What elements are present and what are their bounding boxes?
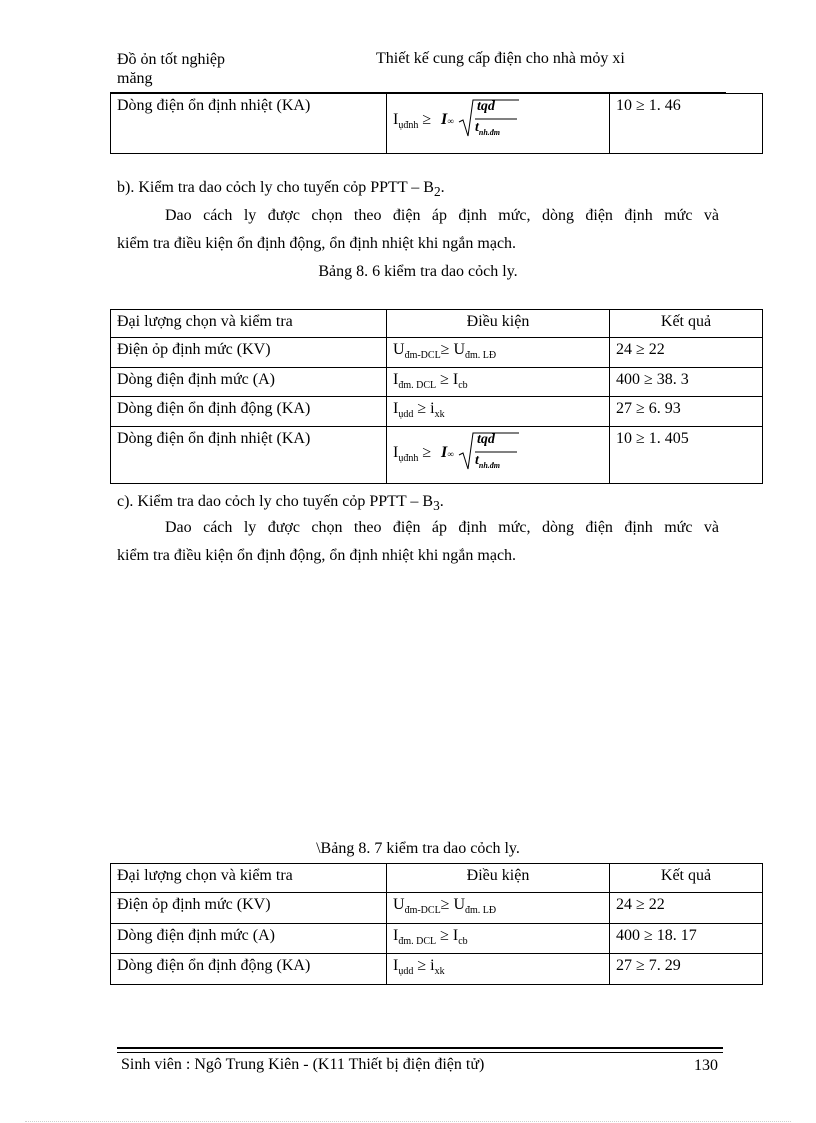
- thermal-stability-formula: $I_{ụđnh}$ ≥ I∞ tqd $t_{nh.đm}$: [393, 429, 533, 473]
- cell-label: Dòng điện ổn định động (KA): [111, 397, 387, 427]
- section-c-heading: c). Kiểm tra dao cỏch ly cho tuyến cỏp PPTT – $B_3$.: [117, 493, 444, 514]
- header-left-line2: măng: [117, 70, 153, 87]
- thermal-stability-formula: $I_{ụđnh}$ ≥ I∞ tqd $t_{nh.đm}$: [393, 96, 533, 140]
- header-project-title: [117, 50, 225, 88]
- cell-result: 24 ≥ 22: [610, 338, 763, 368]
- footer-divider-thick: [117, 1047, 723, 1049]
- table-row: [111, 954, 763, 985]
- cell-condition: $I_{đm. DCL} \ge I_{cb}$: [387, 368, 610, 397]
- section-b-paragraph-line1: Dao cách ly được chọn theo điện áp định mức, dòng điện định mức và: [165, 207, 719, 224]
- header-cell-quantity: Đại lượng chọn và kiểm tra: [111, 310, 387, 338]
- cell-label: Dòng điện ổn định động (KA): [111, 954, 387, 985]
- cell-condition: [387, 427, 610, 484]
- table-header-row: [111, 310, 763, 338]
- table-87-caption: \Bảng 8. 7 kiểm tra dao cỏch ly.: [316, 840, 520, 857]
- table-row: [111, 924, 763, 954]
- cell-label: Dòng điện ổn định nhiệt (KA): [111, 94, 387, 154]
- page-number: 130: [694, 1057, 718, 1074]
- cell-condition: [387, 94, 610, 154]
- cell-result: 400 ≥ 38. 3: [610, 368, 763, 397]
- cell-result: 400 ≥ 18. 17: [610, 924, 763, 954]
- cell-result: 10 ≥ 1. 46: [610, 94, 763, 154]
- header-cell-quantity: Đại lượng chọn và kiểm tra: [111, 864, 387, 893]
- table-row: [111, 338, 763, 368]
- cell-condition: $U_{đm-DCL}\ge U_{đm. LĐ}$: [387, 893, 610, 924]
- table-continued: [110, 93, 763, 154]
- table-row: [111, 893, 763, 924]
- header-left-line1: Đồ ỏn tốt nghiệp: [117, 51, 225, 68]
- cell-label: Dòng điện ổn định nhiệt (KA): [111, 427, 387, 484]
- table-row: [111, 427, 763, 484]
- footer-divider-thin: [117, 1052, 723, 1053]
- header-cell-condition: Điều kiện: [387, 310, 610, 338]
- footer-student: Sinh viên : Ngô Trung Kiên - (K11 Thiết bị điện điện tử): [121, 1056, 485, 1073]
- table-8-7: [110, 863, 763, 985]
- header-cell-result: Kết quả: [610, 864, 763, 893]
- table-row: [111, 397, 763, 427]
- table-row: [111, 94, 763, 154]
- cell-condition: $I_{ụdd} \ge i_{xk}$: [387, 954, 610, 985]
- cell-condition: $U_{đm-DCL}\ge U_{đm. LĐ}$: [387, 338, 610, 368]
- cell-result: 27 ≥ 7. 29: [610, 954, 763, 985]
- table-row: [111, 368, 763, 397]
- cell-label: Điện ỏp định mức (KV): [111, 893, 387, 924]
- cell-result: 10 ≥ 1. 405: [610, 427, 763, 484]
- cell-label: Điện ỏp định mức (KV): [111, 338, 387, 368]
- cell-result: 24 ≥ 22: [610, 893, 763, 924]
- header-cell-result: Kết quả: [610, 310, 763, 338]
- page-bottom-dotted-rule: [25, 1121, 791, 1122]
- cell-condition: $I_{đm. DCL} \ge I_{cb}$: [387, 924, 610, 954]
- cell-condition: $I_{ụdd} \ge i_{xk}$: [387, 397, 610, 427]
- header-cell-condition: Điều kiện: [387, 864, 610, 893]
- table-header-row: [111, 864, 763, 893]
- cell-label: Dòng điện định mức (A): [111, 924, 387, 954]
- table-8-6: [110, 309, 763, 484]
- section-c-paragraph-line1: Dao cách ly được chọn theo điện áp định mức, dòng điện định mức và: [165, 519, 719, 536]
- table-86-caption: Bảng 8. 6 kiểm tra dao cỏch ly.: [318, 263, 518, 280]
- section-b-paragraph-line2: kiểm tra điều kiện ổn định động, ổn định nhiệt khi ngắn mạch.: [117, 235, 517, 252]
- cell-label: Dòng điện định mức (A): [111, 368, 387, 397]
- cell-result: 27 ≥ 6. 93: [610, 397, 763, 427]
- header-document-title: Thiết kế cung cấp điện cho nhà mỏy xi: [376, 50, 625, 67]
- section-b-heading: b). Kiểm tra dao cỏch ly cho tuyến cỏp PPTT – $B_2$.: [117, 179, 445, 200]
- section-c-paragraph-line2: kiểm tra điều kiện ổn định động, ổn định nhiệt khi ngắn mạch.: [117, 547, 517, 564]
